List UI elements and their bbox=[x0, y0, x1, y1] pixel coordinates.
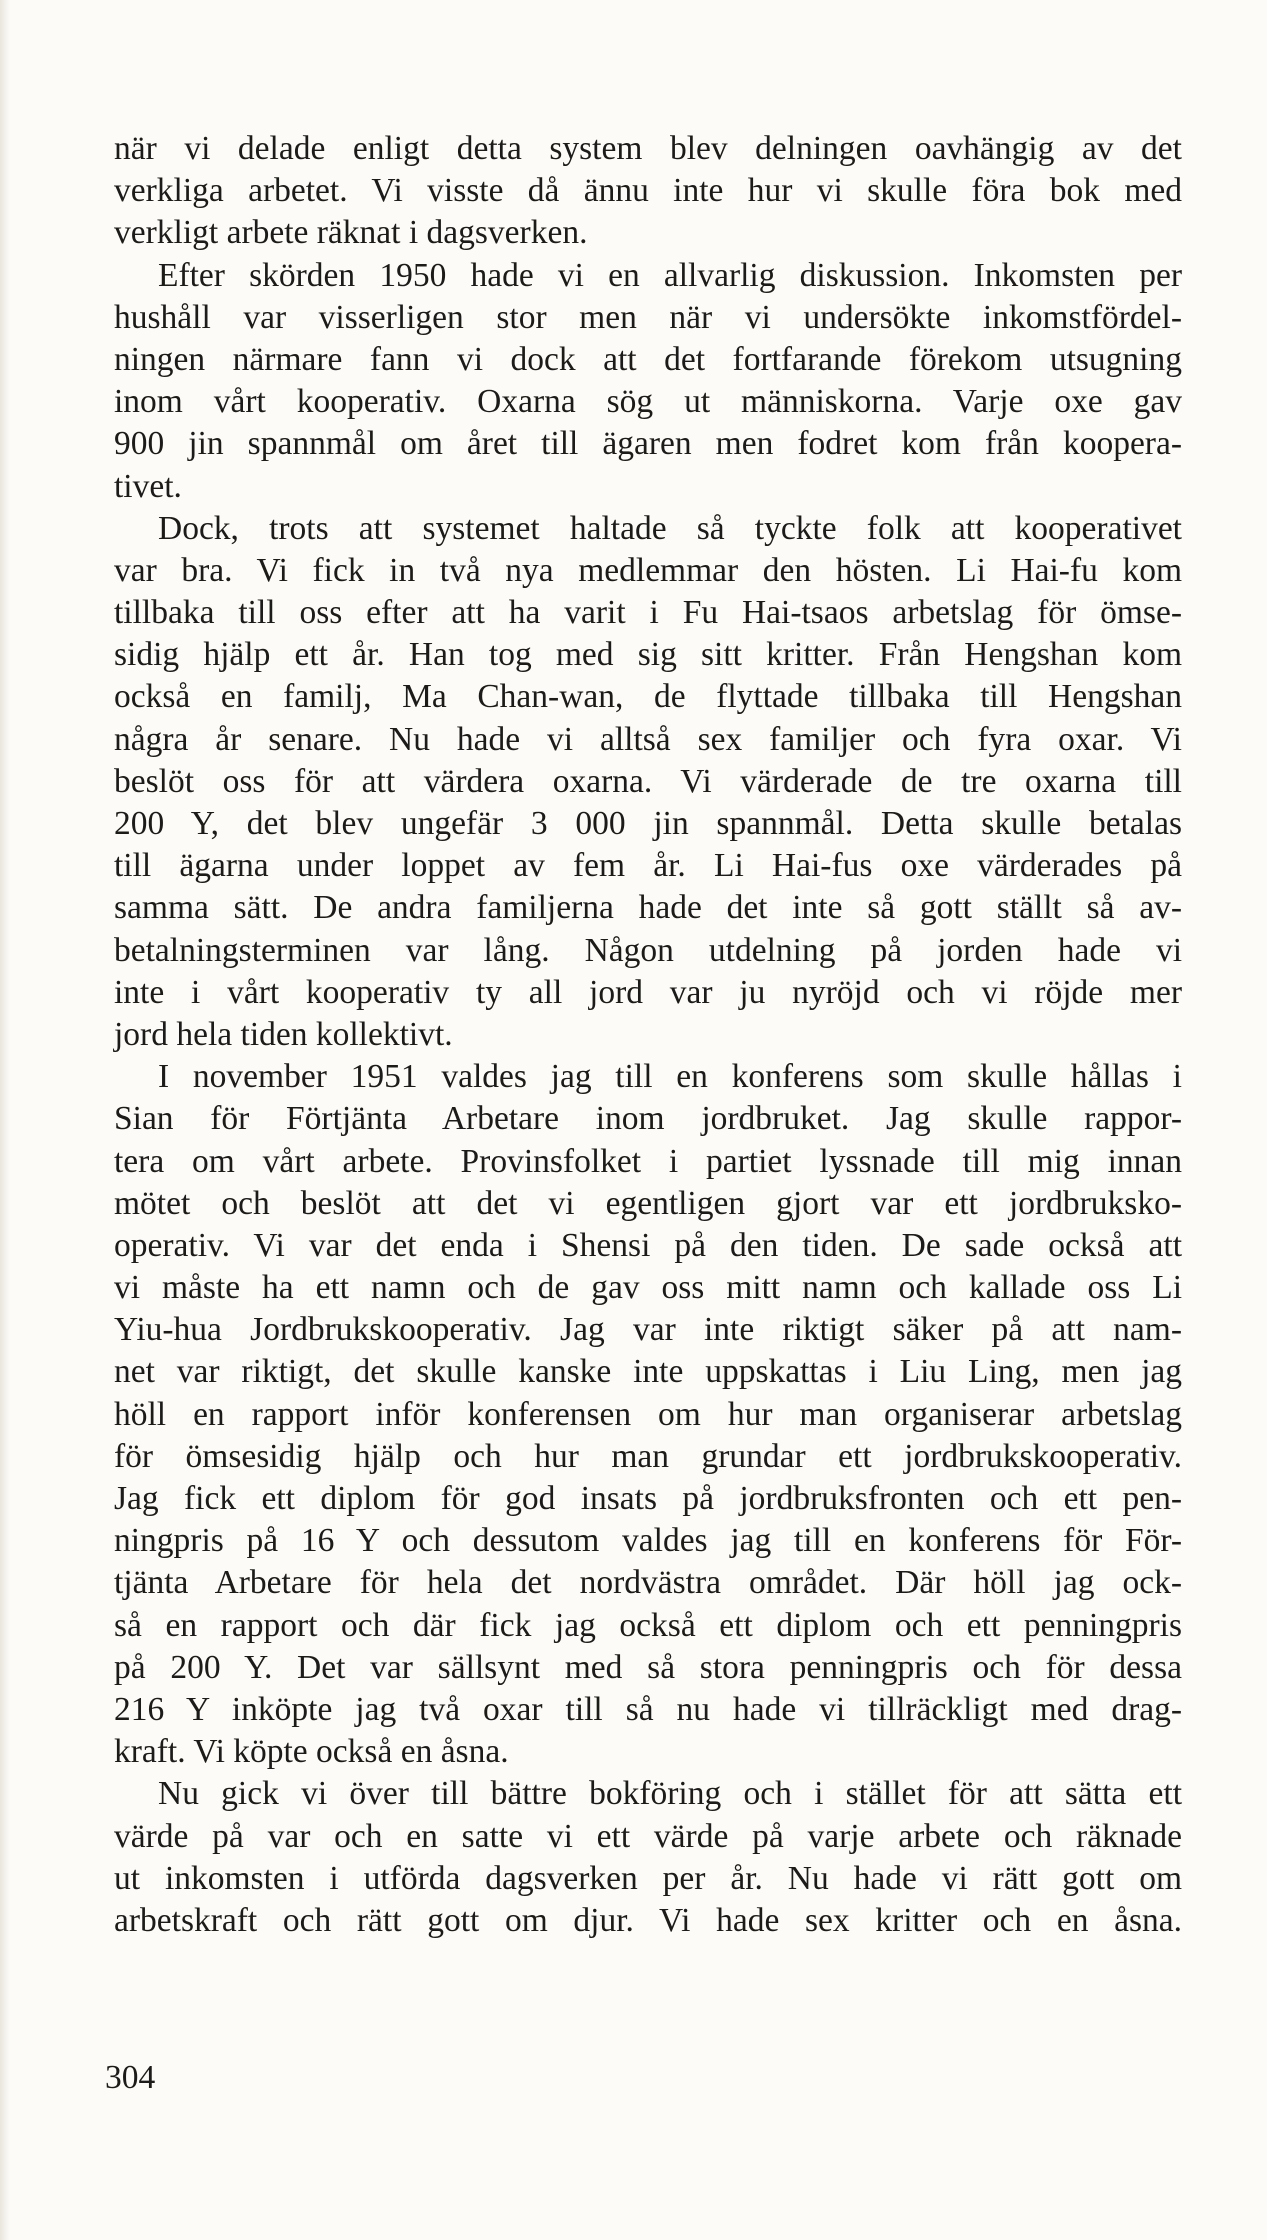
text-line: tillbaka till oss efter att ha varit i Fu Hai-tsaos arbetslag för ömse- bbox=[114, 594, 1182, 632]
text-line: var bra. Vi fick in två nya medlemmar den hösten. Li Hai-fu kom bbox=[114, 551, 1182, 589]
text-line: I november 1951 valdes jag till en konferens som skulle hållas i bbox=[158, 1058, 1182, 1096]
text-line: inom vårt kooperativ. Oxarna sög ut människorna. Varje oxe gav bbox=[114, 383, 1182, 421]
text-line: tjänta Arbetare för hela det nordvästra området. Där höll jag ock- bbox=[114, 1564, 1182, 1602]
text-line: mötet och beslöt att det vi egentligen gjort var ett jordbruksko- bbox=[114, 1184, 1182, 1222]
page-binding-shadow bbox=[0, 0, 10, 2240]
text-line: sidig hjälp ett år. Han tog med sig sitt kritter. Från Hengshan kom bbox=[114, 636, 1182, 674]
text-line: ningpris på 16 Y och dessutom valdes jag till en konferens för För- bbox=[114, 1522, 1182, 1560]
page-number: 304 bbox=[105, 2059, 156, 2096]
text-line: några år senare. Nu hade vi alltså sex familjer och fyra oxar. Vi bbox=[114, 720, 1182, 758]
body-text bbox=[114, 128, 1182, 1942]
text-line: också en familj, Ma Chan-wan, de flyttade tillbaka till Hengshan bbox=[114, 678, 1182, 716]
text-line: vi måste ha ett namn och de gav oss mitt namn och kallade oss Li bbox=[114, 1269, 1182, 1307]
text-line: Yiu-hua Jordbrukskooperativ. Jag var inte riktigt säker på att nam- bbox=[114, 1311, 1182, 1349]
text-line: jord hela tiden kollektivt. bbox=[114, 1015, 453, 1053]
text-line: net var riktigt, det skulle kanske inte uppskattas i Liu Ling, men jag bbox=[114, 1353, 1182, 1391]
text-line: ut inkomsten i utförda dagsverken per år. Nu hade vi rätt gott om bbox=[114, 1859, 1182, 1897]
text-line: så en rapport och där fick jag också ett diplom och ett penningpris bbox=[114, 1606, 1182, 1644]
text-line: 200 Y, det blev ungefär 3 000 jin spannmål. Detta skulle betalas bbox=[114, 805, 1182, 842]
text-line: 900 jin spannmål om året till ägaren men fodret kom från koopera- bbox=[114, 425, 1182, 463]
text-line: operativ. Vi var det enda i Shensi på den tiden. De sade också att bbox=[114, 1226, 1182, 1264]
text-line: när vi delade enligt detta system blev delningen oavhängig av det bbox=[114, 130, 1182, 167]
text-line: Jag fick ett diplom för god insats på jordbruksfronten och ett pen- bbox=[114, 1480, 1182, 1517]
text-line: Nu gick vi över till bättre bokföring och i stället för att sätta ett bbox=[158, 1775, 1182, 1813]
text-line: samma sätt. De andra familjerna hade det inte så gott ställt så av- bbox=[114, 889, 1182, 927]
text-line: till ägarna under loppet av fem år. Li Hai-fus oxe värderades på bbox=[114, 847, 1182, 885]
text-line: 216 Y inköpte jag två oxar till så nu hade vi tillräckligt med drag- bbox=[114, 1690, 1182, 1728]
text-line: Dock, trots att systemet haltade så tyckte folk att kooperativet bbox=[158, 509, 1182, 547]
text-line: värde på var och en satte vi ett värde på varje arbete och räknade bbox=[114, 1817, 1182, 1855]
text-line: tera om vårt arbete. Provinsfolket i partiet lyssnade till mig innan bbox=[114, 1142, 1182, 1180]
text-line: arbetskraft och rätt gott om djur. Vi hade sex kritter och en åsna. bbox=[114, 1901, 1182, 1939]
text-line: kraft. Vi köpte också en åsna. bbox=[114, 1733, 509, 1771]
text-line: inte i vårt kooperativ ty all jord var ju nyröjd och vi röjde mer bbox=[114, 973, 1182, 1011]
text-line: Efter skörden 1950 hade vi en allvarlig diskussion. Inkomsten per bbox=[158, 256, 1182, 294]
text-line: för ömsesidig hjälp och hur man grundar ett jordbrukskooperativ. bbox=[114, 1437, 1182, 1475]
text-line: beslöt oss för att värdera oxarna. Vi värderade de tre oxarna till bbox=[114, 762, 1182, 800]
text-line: tivet. bbox=[114, 467, 182, 505]
text-line: ningen närmare fann vi dock att det fortfarande förekom utsugning bbox=[114, 340, 1182, 378]
text-line: betalningsterminen var lång. Någon utdelning på jorden hade vi bbox=[114, 931, 1182, 969]
text-line: hushåll var visserligen stor men när vi undersökte inkomstfördel- bbox=[114, 298, 1182, 336]
text-line: Sian för Förtjänta Arbetare inom jordbruket. Jag skulle rappor- bbox=[114, 1100, 1182, 1138]
text-line: höll en rapport inför konferensen om hur man organiserar arbetslag bbox=[114, 1395, 1182, 1433]
text-line: verkligt arbete räknat i dagsverken. bbox=[114, 214, 588, 252]
text-line: på 200 Y. Det var sällsynt med så stora penningpris och för dessa bbox=[114, 1648, 1182, 1686]
text-line: verkliga arbetet. Vi visste då ännu inte hur vi skulle föra bok med bbox=[114, 172, 1182, 210]
